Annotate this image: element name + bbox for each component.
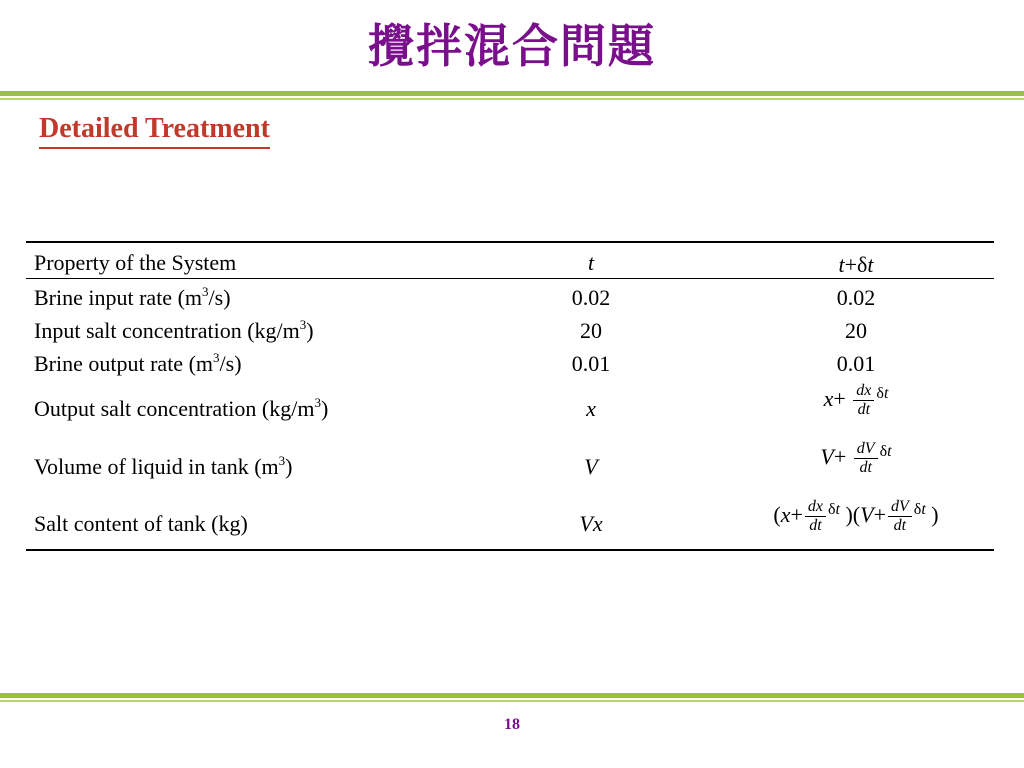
header-t-plus-dt: t+δt: [838, 252, 874, 277]
row-label-brine-output: Brine output rate $(m^3/s)$: [34, 350, 242, 376]
table-bottom-rule: [26, 549, 994, 551]
header-t: t: [587, 250, 595, 275]
row-value-t: 0.01: [571, 351, 611, 376]
row-value-t: x: [586, 396, 596, 421]
header-property: Property of the System: [34, 250, 237, 275]
derivative-fraction: $\frac{dx}{dt}$: [853, 382, 874, 419]
footer-rule: [0, 693, 1024, 703]
row-value-t: Vx: [579, 511, 603, 536]
system-property-table: [26, 241, 994, 553]
page-number: 18: [504, 716, 520, 733]
row-value-t-dt: 0.02: [836, 285, 876, 310]
row-value-t-dt: 0.01: [836, 351, 876, 376]
row-value-t-dt: 20: [845, 318, 867, 343]
derivative-fraction: $\frac{dV}{dt}$: [888, 498, 912, 535]
row-label-brine-input: Brine input rate $(m^3/s)$: [34, 284, 231, 310]
row-label-volume: Volume of liquid in tank $(m^3)$: [34, 453, 293, 479]
row-value-t: V: [584, 454, 598, 479]
table-top-rule: [26, 241, 994, 243]
row-label-salt-content: Salt content of tank (kg): [34, 511, 248, 536]
row-value-t-dt: (x+ $\frac{dx}{dt}$ $^{\delta t}$ )(V+ $\frac{dV}{dt}$ $^{\delta t}$ ): [773, 498, 939, 535]
row-value-t-dt: V+ $\frac{dV}{dt}$ $^{\delta t}$: [820, 440, 892, 477]
row-value-t: 0.02: [571, 285, 611, 310]
row-label-output-concentration: Output salt concentration $(kg/m^3)$: [34, 395, 329, 421]
section-subtitle: Detailed Treatment: [39, 111, 270, 149]
row-value-t: 20: [580, 318, 602, 343]
derivative-fraction: $\frac{dV}{dt}$: [854, 440, 878, 477]
row-value-t-dt: x+ $\frac{dx}{dt}$ $^{\delta t}$: [823, 382, 889, 419]
table-header-rule: [26, 278, 994, 279]
slide-title: 攪拌混合問題: [368, 19, 656, 73]
header-rule: [0, 91, 1024, 101]
row-label-input-concentration: Input salt concentration $(kg/m^3)$: [34, 317, 314, 343]
derivative-fraction: $\frac{dx}{dt}$: [805, 498, 826, 535]
